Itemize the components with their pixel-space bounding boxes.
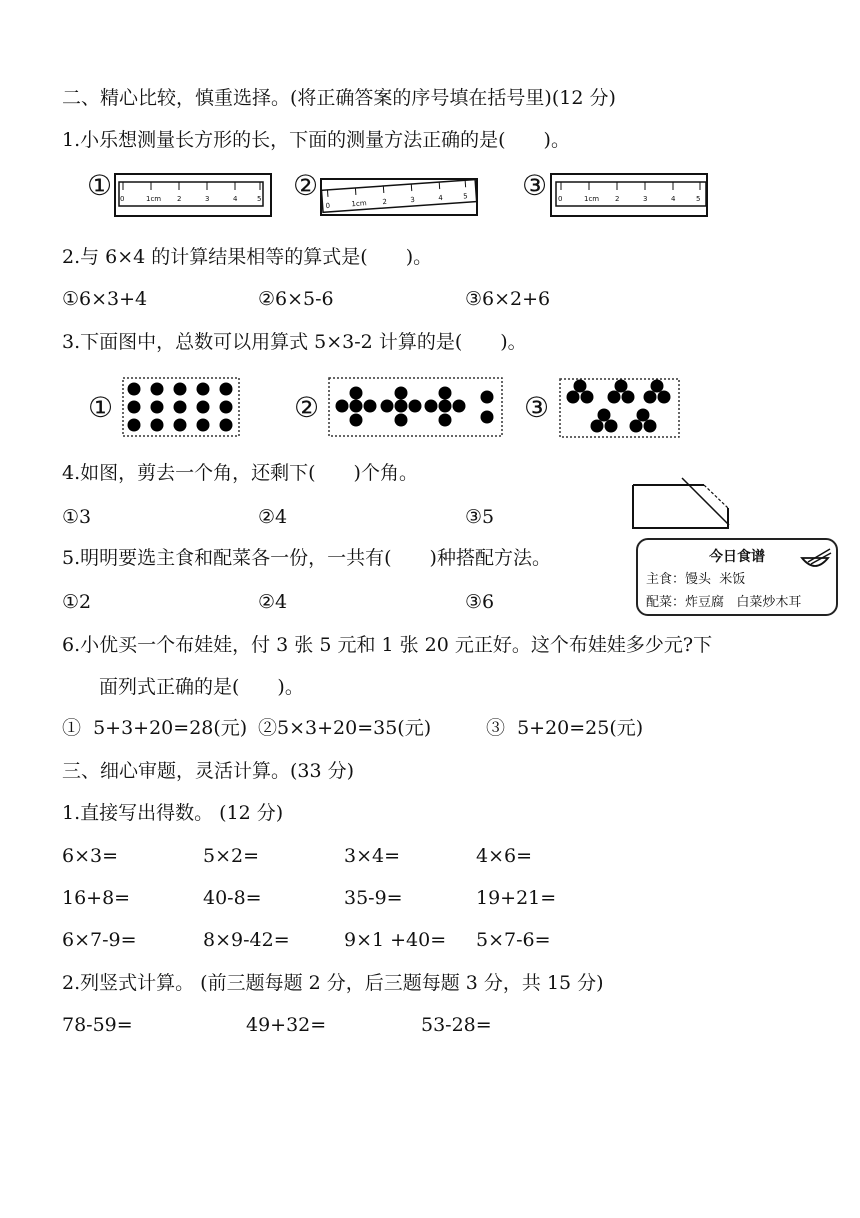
calc-item: 5×2=: [203, 845, 260, 867]
ruler-label: 2: [177, 195, 182, 203]
calc-item: 9×1 +40=: [344, 929, 447, 951]
ruler-label: 2: [615, 195, 620, 203]
calc-item: 6×3=: [62, 845, 119, 867]
ruler-label: 2: [382, 197, 388, 207]
q5-option-2: ②4: [258, 591, 288, 613]
calc-item: 16+8=: [62, 887, 131, 909]
ruler-body: [119, 182, 263, 206]
menu-row-staple: 主食：馒头 米饭: [646, 572, 746, 587]
q5-option-3: ③6: [465, 591, 495, 613]
ruler-label: 3: [643, 195, 648, 203]
ruler-figure-1: [114, 173, 274, 217]
calc-item: 40-8=: [203, 887, 262, 909]
ruler-label: 4: [671, 195, 676, 203]
vertical-calc-item: 49+32=: [246, 1014, 327, 1036]
q2-option-1: ①6×3+4: [62, 288, 148, 310]
s3-q1-title: 1.直接写出得数。 (12 分): [62, 802, 284, 824]
vertical-calc-item: 53-28=: [421, 1014, 492, 1036]
vertical-calc-item: 78-59=: [62, 1014, 133, 1036]
ruler-label: 0: [325, 201, 331, 211]
q6-option-1: ① 5+3+20=28(元): [62, 717, 248, 739]
q1-marker-3: ③: [522, 169, 548, 202]
calc-item: 3×4=: [344, 845, 401, 867]
dot-figure-3: [559, 378, 680, 438]
calc-item: 5×7-6=: [476, 929, 551, 951]
dot-figure-1: [122, 377, 240, 437]
calc-item: 6×7-9=: [62, 929, 137, 951]
ruler-label: 4: [438, 193, 444, 203]
q4-option-1: ①3: [62, 506, 92, 528]
section2-heading: 二、精心比较，慎重选择。(将正确答案的序号填在括号里)(12 分): [62, 87, 616, 109]
section3-heading: 三、细心审题，灵活计算。(33 分): [62, 760, 355, 782]
q3-marker-3: ③: [524, 391, 550, 424]
q1-text: 1.小乐想测量长方形的长，下面的测量方法正确的是( )。: [62, 129, 570, 151]
q3-marker-2: ②: [294, 391, 320, 424]
q3-marker-1: ①: [88, 391, 114, 424]
q6-option-3: ③ 5+20=25(元): [486, 717, 644, 739]
ruler-label: 5: [257, 195, 262, 203]
s3-q2-title: 2.列竖式计算。 (前三题每题 2 分，后三题每题 3 分，共 15 分): [62, 972, 604, 994]
menu-row-side: 配菜：炸豆腐 白菜炒木耳: [646, 595, 802, 610]
q5-option-1: ①2: [62, 591, 92, 613]
ruler-label: 3: [205, 195, 210, 203]
q2-option-3: ③6×2+6: [465, 288, 551, 310]
q1-marker-2: ②: [293, 169, 319, 202]
q2-option-2: ②6×5-6: [258, 288, 334, 310]
ruler-label: 1cm: [351, 199, 367, 209]
q1-marker-1: ①: [87, 169, 113, 202]
ruler-label: 4: [233, 195, 238, 203]
q5-text: 5.明明要选主食和配菜各一份，一共有( )种搭配方法。: [62, 547, 551, 569]
menu-title: 今日食谱: [709, 549, 765, 565]
ruler-figure-3: [550, 173, 710, 217]
q2-text: 2.与 6×4 的计算结果相等的算式是( )。: [62, 246, 433, 268]
ruler-body: [556, 182, 706, 206]
calc-item: 35-9=: [344, 887, 403, 909]
q4-option-3: ③5: [465, 506, 495, 528]
calc-item: 8×9-42=: [203, 929, 290, 951]
q6-option-2: ②5×3+20=35(元): [258, 717, 432, 739]
ruler-label: 1cm: [146, 195, 162, 203]
q6-text-line2: 面列式正确的是( )。: [99, 676, 304, 698]
calc-item: 4×6=: [476, 845, 533, 867]
q3-text: 3.下面图中，总数可以用算式 5×3-2 计算的是( )。: [62, 331, 527, 353]
q4-option-2: ②4: [258, 506, 288, 528]
ruler-label: 1cm: [584, 195, 600, 203]
dot-figure-2: [328, 377, 503, 437]
ruler-figure-2: [320, 173, 480, 217]
calc-item: 19+21=: [476, 887, 557, 909]
cut-rectangle-figure: [630, 476, 730, 532]
ruler-label: 5: [462, 192, 468, 201]
q6-text-line1: 6.小优买一个布娃娃，付 3 张 5 元和 1 张 20 元正好。这个布娃娃多少元?下: [62, 634, 713, 656]
ruler-label: 0: [558, 195, 563, 203]
ruler-label: 5: [696, 195, 701, 203]
menu-card: [636, 538, 838, 616]
ruler-label: 3: [410, 195, 416, 205]
q4-text: 4.如图，剪去一个角，还剩下( )个角。: [62, 462, 418, 484]
bowl-chopsticks-icon: [798, 548, 832, 570]
ruler-label: 0: [120, 195, 125, 203]
